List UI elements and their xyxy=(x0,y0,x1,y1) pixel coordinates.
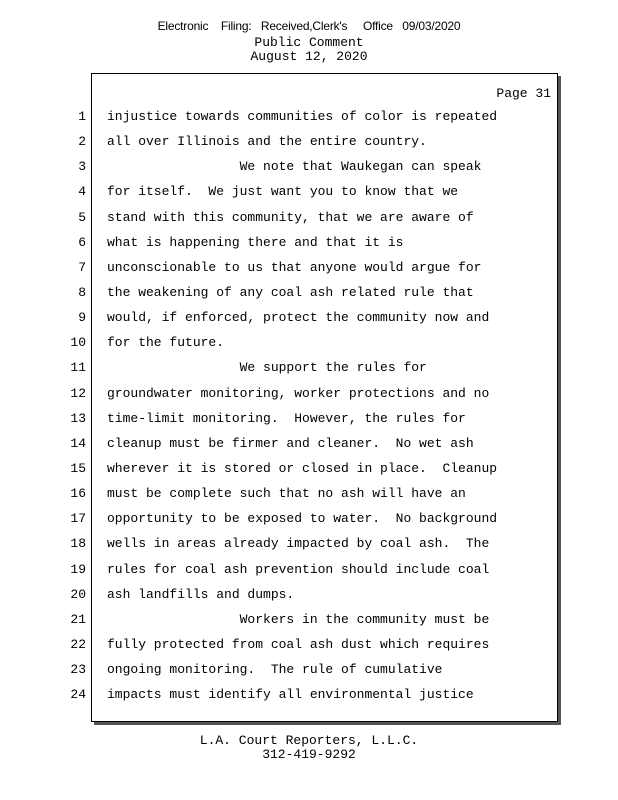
line-number: 3 xyxy=(78,159,86,175)
transcript-line: for itself. We just want you to know that we xyxy=(107,184,459,200)
filing-stamp: Electronic Filing: Received,Clerk's Office 09/03/2020 xyxy=(157,19,461,33)
line-number: 7 xyxy=(78,259,86,275)
line-number-column xyxy=(60,107,86,710)
line-number: 20 xyxy=(70,586,86,602)
line-number: 12 xyxy=(70,385,86,401)
line-number: 2 xyxy=(78,134,86,150)
transcript-line: all over Illinois and the entire country. xyxy=(107,134,427,150)
footer-company: L.A. Court Reporters, L.L.C. xyxy=(199,733,419,748)
transcript-line: wherever it is stored or closed in place. Cleanup xyxy=(107,460,498,476)
transcript-line: the weakening of any coal ash related rule that xyxy=(107,284,474,300)
transcript-line: stand with this community, that we are aware of xyxy=(107,209,474,225)
line-number: 13 xyxy=(70,410,86,426)
page-number: Page 31 xyxy=(496,86,551,101)
transcript-line: Workers in the community must be xyxy=(107,611,490,627)
transcript-line: ash landfills and dumps. xyxy=(107,586,295,602)
transcript-line: impacts must identify all environmental justice xyxy=(107,687,474,703)
line-number: 11 xyxy=(70,360,86,376)
line-number: 19 xyxy=(70,561,86,577)
transcript-line: cleanup must be firmer and cleaner. No wet ash xyxy=(107,435,474,451)
transcript-line: groundwater monitoring, worker protections and no xyxy=(107,385,490,401)
transcript-line: rules for coal ash prevention should include coal xyxy=(107,561,490,577)
header-date: August 12, 2020 xyxy=(250,49,368,64)
transcript-line: injustice towards communities of color is repeated xyxy=(107,109,498,124)
line-number: 1 xyxy=(78,109,86,124)
line-number: 21 xyxy=(70,611,86,627)
line-number: 15 xyxy=(70,460,86,476)
footer-phone: 312-419-9292 xyxy=(262,747,356,762)
header-title: Public Comment xyxy=(254,35,364,50)
line-number: 6 xyxy=(78,234,86,250)
transcript-text xyxy=(107,107,552,710)
transcript-line: time-limit monitoring. However, the rules for xyxy=(107,410,466,426)
line-number: 14 xyxy=(70,435,86,451)
line-number: 4 xyxy=(78,184,86,200)
line-number: 23 xyxy=(70,662,86,678)
transcript-line: wells in areas already impacted by coal ash. The xyxy=(107,536,490,552)
transcript-line: unconscionable to us that anyone would argue for xyxy=(107,259,482,275)
transcript-line: ongoing monitoring. The rule of cumulative xyxy=(107,662,443,678)
transcript-line: We note that Waukegan can speak xyxy=(107,159,482,175)
transcript-line: must be complete such that no ash will have an xyxy=(107,486,466,502)
transcript-line: what is happening there and that it is xyxy=(107,234,404,250)
line-number: 9 xyxy=(78,310,86,326)
line-number: 18 xyxy=(70,536,86,552)
line-number: 22 xyxy=(70,636,86,652)
line-number: 10 xyxy=(70,335,86,351)
line-number: 5 xyxy=(78,209,86,225)
line-number: 17 xyxy=(70,511,86,527)
transcript-line: opportunity to be exposed to water. No background xyxy=(107,511,498,527)
line-number: 24 xyxy=(70,687,86,703)
transcript-line: fully protected from coal ash dust which requires xyxy=(107,636,490,652)
line-number: 16 xyxy=(70,486,86,502)
transcript-line: We support the rules for xyxy=(107,360,427,376)
line-number: 8 xyxy=(78,284,86,300)
transcript-line: would, if enforced, protect the community now and xyxy=(107,310,490,326)
transcript-line: for the future. xyxy=(107,335,225,351)
